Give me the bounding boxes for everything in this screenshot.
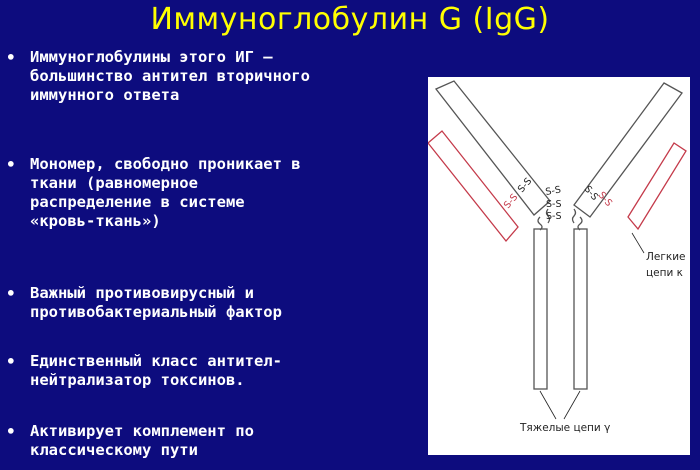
bullet-text: Иммуноглобулины этого ИГ – большинство антител вторичного иммунного ответа [30, 48, 310, 104]
bullet-text: Активирует комплемент по классическому пути [30, 422, 254, 459]
heavy-chains-label: Тяжелые цепи γ [520, 422, 611, 434]
disulfide-bond: S-S [544, 184, 562, 198]
disulfide-bond-inner-left: S-S [515, 175, 535, 195]
light-chain-right [628, 143, 686, 229]
disulfide-bond-inner-right: S-S [581, 183, 601, 203]
bullet-dot: • [6, 48, 16, 67]
disulfide-bond-light-right: S-S [595, 189, 615, 209]
bullet-dot: • [6, 422, 16, 441]
light-chain-left [428, 131, 521, 241]
hinge-right [578, 217, 582, 230]
bullet-dot: • [6, 284, 16, 303]
bullet-dot: • [6, 155, 16, 174]
slide-title: Иммуноглобулин G (IgG) [150, 2, 550, 37]
heavy-chain-right-stem [574, 229, 587, 389]
hinge-right-inner [573, 209, 576, 223]
hinge-left [538, 217, 542, 230]
light-chains-label: цепи κ [646, 267, 683, 279]
igg-diagram [428, 77, 690, 455]
light-chains-label: Легкие [646, 251, 686, 263]
disulfide-bond-light-left: S-S [501, 191, 521, 211]
disulfide-bond: S-S [546, 211, 562, 222]
bullet-text: Важный противовирусный и противобактериальный фактор [30, 284, 282, 321]
disulfide-bond: S-S [546, 199, 562, 210]
igg-structure-figure [428, 77, 690, 455]
bullet-text: Единственный класс антител- нейтрализатор токсинов. [30, 352, 282, 389]
bullet-text: Мономер, свободно проникает в ткани (равномерное распределение в системе «кровь-ткань») [30, 155, 301, 230]
bullet-dot: • [6, 352, 16, 371]
heavy-chain-left-stem [534, 229, 547, 389]
